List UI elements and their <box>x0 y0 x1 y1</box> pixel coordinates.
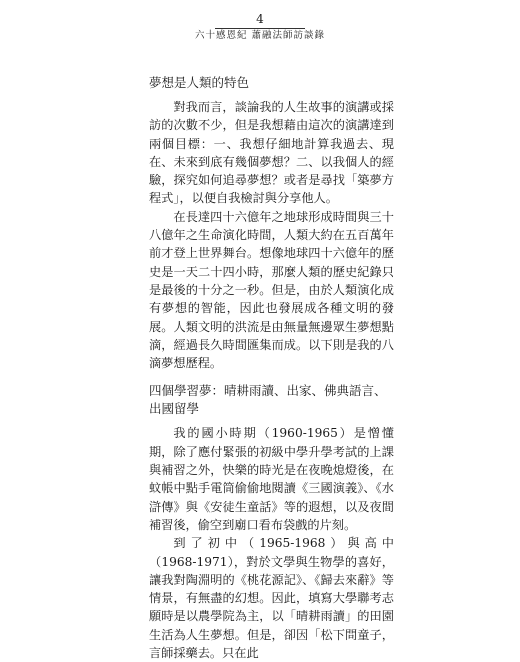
running-title: 六十感恩紀 蕭融法師訪談錄 <box>194 30 326 41</box>
section-heading: 四個學習夢：晴耕雨讀、出家、佛典語言、出國留學 <box>149 383 387 417</box>
page-number: 4 <box>256 12 264 26</box>
paragraph: 對我而言，談論我的人生故事的演講或採訪的次數不少，但是我想藉由這次的演講達到兩個目標：一、我想仔細地計算我過去、現在、未來到底有幾個夢想？二、以我個人的經驗，探究如何追尋夢想？或者是尋找「築夢方程式」，以便自我檢討與分享他人。 <box>149 100 394 206</box>
paragraph: 我的國小時期（1960-1965）是憎懂期，除了應付緊張的初級中學升學考試的上課與補習之外，快樂的時光是在夜晚熄燈後，在蚊帳中點手電筒偷偷地閱讀《三國演義》、《水滸傳》與《安徒生童話》等的遐想，以及夜間補習後，偷空到廟口看布袋戲的片刻。 <box>149 426 394 532</box>
page-header <box>0 12 520 42</box>
paragraph: 到了初中（1965-1968）與高中（1968-1971），對於文學與生物學的喜好，讓我對陶淵明的《桃花源記》、《歸去來辭》等情景，有無盡的幻想。因此，填寫大學聯考志願時是以農學院為主，以「晴耕雨讀」的田園生活為人生夢想。但是，卻因「松下問童子，言師採藥去。只在此 <box>149 536 394 661</box>
section-heading: 夢想是人類的特色 <box>149 75 250 90</box>
body-text <box>149 74 394 662</box>
paragraph: 在長達四十六億年之地球形成時間與三十八億年之生命演化時間，人類大約在五百萬年前才登上世界舞台。想像地球四十六億年的歷史是一天二十四小時，那麼人類的歷史紀錄只是最後的十分之一秒。但是，由於人類演化成有夢想的智能，因此也發展成各種文明的發展。人類文明的洪流是由無量無邊眾生夢想點滴，經過長久時間匯集而成。以下則是我的八滴夢想歷程。 <box>149 209 394 371</box>
header-rule <box>215 28 305 29</box>
